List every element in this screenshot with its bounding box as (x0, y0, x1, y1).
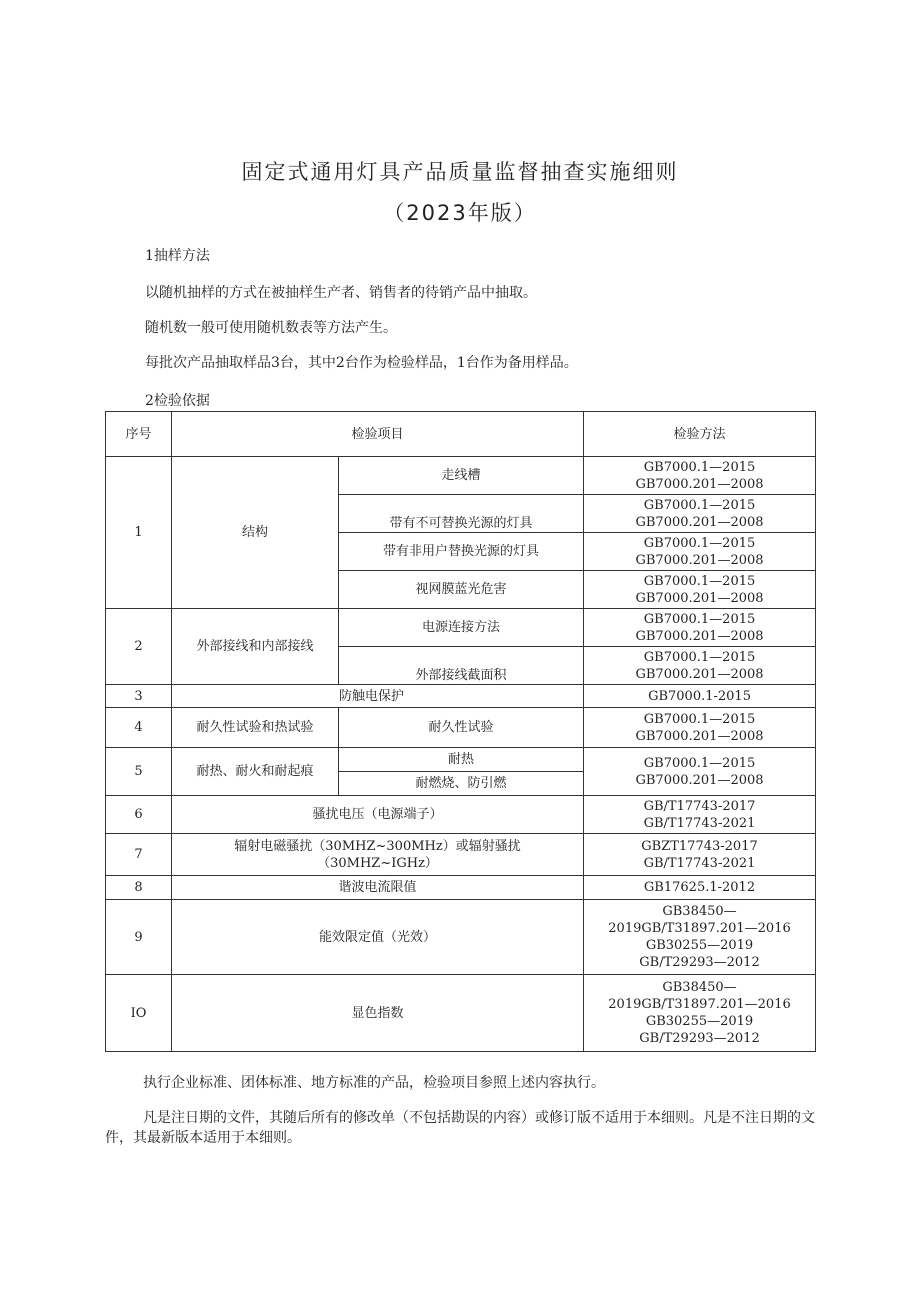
section1-paragraph: 随机数一般可使用随机数表等方法产生。 (145, 320, 397, 336)
table-row (106, 685, 816, 708)
method-standard: GB/T29293—2012 (639, 955, 760, 970)
method-cell (584, 975, 816, 1052)
section1-paragraph: 每批次产品抽取样品3台，其中2台作为检验样品，1台作为备用样品。 (145, 355, 578, 371)
table-row (106, 796, 816, 834)
item-name-line: 辐射电磁骚扰（30MHZ~300MHz）或辐射骚扰 (234, 838, 521, 854)
row-number: IO (106, 975, 172, 1052)
method-standard: GB7000.201—2008 (635, 476, 764, 492)
item-name: 显色指数 (172, 975, 584, 1052)
method-cell (584, 708, 816, 748)
method-standard: GB7000.201—2008 (635, 514, 764, 530)
method-standard: GB7000.201—2008 (635, 628, 764, 644)
row-number: 9 (106, 900, 172, 975)
item-name: 带有不可替换光源的灯具 (339, 495, 584, 533)
header-method: 检验方法 (584, 412, 816, 457)
item-name: 能效限定值（光效） (172, 900, 584, 975)
method-standard: GB7000.1—2015 (643, 573, 756, 589)
method-standard: GB38450— (662, 980, 737, 995)
row-number: 2 (106, 609, 172, 685)
section2-heading: 2检验依据 (145, 393, 210, 409)
method-standard: GBZT17743-2017 (641, 838, 758, 854)
table-header-row (106, 412, 816, 457)
item-name: 耐热 (339, 748, 584, 772)
method-standard: GB7000.201—2008 (635, 772, 764, 788)
method-cell (584, 571, 816, 609)
item-name: 骚扰电压（电源端子） (172, 796, 584, 834)
method-standard: GB7000.1—2015 (643, 649, 756, 665)
item-name: 电源连接方法 (339, 609, 584, 647)
method-standard: 2019GB/T31897.201—2016 (608, 997, 791, 1012)
method-cell (584, 495, 816, 533)
item-name-multiline (172, 834, 584, 876)
item-name: 走线槽 (339, 457, 584, 495)
item-name: 视网膜蓝光危害 (339, 571, 584, 609)
row-number: 1 (106, 457, 172, 609)
method-cell (584, 609, 816, 647)
method-standard: GB7000.201—2008 (635, 666, 764, 682)
method-standard: GB7000.1—2015 (643, 755, 756, 771)
method-standard: GB38450— (662, 904, 737, 919)
table-row (106, 876, 816, 900)
method-standard: GB17625.1-2012 (584, 876, 816, 900)
header-no: 序号 (106, 412, 172, 457)
item-group: 外部接线和内部接线 (172, 609, 339, 685)
table-row (106, 900, 816, 975)
item-name: 防触电保护 (172, 685, 584, 708)
method-standard: GB/T29293—2012 (639, 1031, 760, 1046)
item-name: 耐久性试验 (339, 708, 584, 748)
header-item: 检验项目 (172, 412, 584, 457)
method-standard: GB7000.1—2015 (643, 611, 756, 627)
section1-heading: 1抽样方法 (145, 248, 210, 264)
item-name: 带有非用户替换光源的灯具 (339, 533, 584, 571)
footer-paragraph: 凡是注日期的文件，其随后所有的修改单（不包括勘误的内容）或修订版不适用于本细则。凡是不注日期的文件，其最新版本适用于本细则。 (105, 1110, 815, 1146)
item-name: 外部接线截面积 (339, 647, 584, 685)
inspection-basis-table (105, 411, 816, 1052)
document-subtitle: （2023年版） (383, 201, 537, 225)
method-standard: GB7000.1—2015 (643, 711, 756, 727)
method-standard: GB7000.201—2008 (635, 552, 764, 568)
table-row (106, 975, 816, 1052)
row-number: 3 (106, 685, 172, 708)
method-cell (584, 533, 816, 571)
method-standard: GB7000.1—2015 (643, 459, 756, 475)
method-standard: GB7000.1-2015 (584, 685, 816, 708)
section1-paragraph: 以随机抽样的方式在被抽样生产者、销售者的待销产品中抽取。 (145, 285, 537, 301)
method-standard: GB30255—2019 (645, 1014, 754, 1029)
document-title: 固定式通用灯具产品质量监督抽查实施细则 (241, 160, 679, 184)
method-cell (584, 457, 816, 495)
method-cell (584, 834, 816, 876)
table-row (106, 609, 816, 647)
method-cell (584, 900, 816, 975)
method-standard: GB/T17743-2021 (643, 815, 756, 831)
method-cell (584, 647, 816, 685)
row-number: 8 (106, 876, 172, 900)
method-standard: GB7000.1—2015 (643, 497, 756, 513)
method-standard: GB7000.201—2008 (635, 590, 764, 606)
method-standard: GB30255—2019 (645, 938, 754, 953)
row-number: 6 (106, 796, 172, 834)
item-group: 结构 (172, 457, 339, 609)
method-standard: GB7000.1—2015 (643, 535, 756, 551)
method-standard: GB7000.201—2008 (635, 728, 764, 744)
table-row (106, 748, 816, 772)
method-standard: 2019GB/T31897.201—2016 (608, 921, 791, 936)
method-standard: GB/T17743-2017 (643, 798, 756, 814)
table-row (106, 834, 816, 876)
method-cell (584, 748, 816, 796)
table-row (106, 457, 816, 495)
item-name: 谐波电流限值 (172, 876, 584, 900)
item-group: 耐久性试验和热试验 (172, 708, 339, 748)
item-name-line: （30MHZ~IGHz） (317, 855, 438, 871)
method-standard: GB/T17743-2021 (643, 855, 756, 871)
row-number: 5 (106, 748, 172, 796)
footer-paragraph: 执行企业标准、团体标准、地方标准的产品，检验项目参照上述内容执行。 (143, 1075, 605, 1091)
table-row (106, 708, 816, 748)
item-name: 耐燃烧、防引燃 (339, 772, 584, 796)
row-number: 4 (106, 708, 172, 748)
row-number: 7 (106, 834, 172, 876)
item-group: 耐热、耐火和耐起痕 (172, 748, 339, 796)
method-cell (584, 796, 816, 834)
